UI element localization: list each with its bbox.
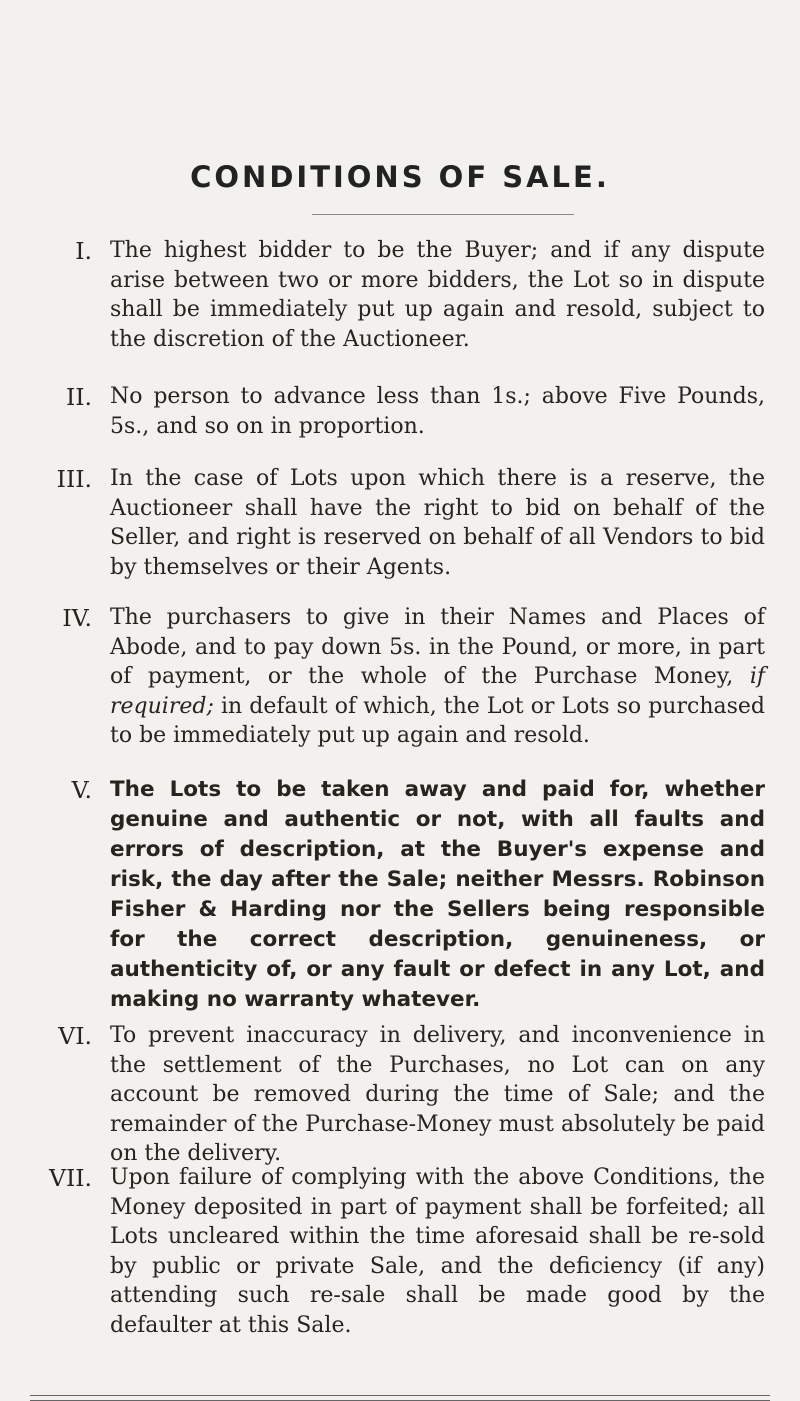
condition-numeral: II. [65, 383, 92, 411]
condition-text: To prevent inaccuracy in delivery, and inconvenience in the settlement of the Purchases, no Lot can on any account be removed during the time of Sale; and the remainder of the Purchase-Money must absolutely be paid on the delivery. [110, 1023, 765, 1166]
page-title: CONDITIONS OF SALE. [190, 160, 610, 194]
condition-numeral: I. [75, 237, 92, 265]
condition-numeral: VII. [48, 1164, 92, 1192]
condition-numeral: IV. [62, 604, 92, 632]
condition-text: The highest bidder to be the Buyer; and if any dispute arise between two or more bidders, the Lot so in dispute shall be immediately put up again and resold, subject to the discretion of the Auctioneer. [110, 238, 765, 352]
condition-text: Upon failure of complying with the above Conditions, the Money deposited in part of payment shall be forfeited; all Lots uncleared within the time aforesaid shall be re-sold by public or private Sale, and the deficiency (if any) attending such re-sale shall be made good by the defaulter at this Sale. [110, 1165, 765, 1338]
condition-text-end: in default of which, the Lot or Lots so purchased to be immediately put up again and resold. [110, 693, 765, 748]
condition-numeral: VI. [58, 1022, 92, 1050]
condition-numeral: III. [56, 465, 92, 493]
condition-text-start: The purchasers to give in their Names and Places of Abode, and to pay down 5s. in the Pound, or more, in part of payment, or the whole of the Purchase Money, [110, 605, 765, 689]
title-underline [312, 214, 574, 215]
condition-text-italic: if required; [110, 664, 765, 719]
condition-text: In the case of Lots upon which there is a reserve, the Auctioneer shall have the right to bid on behalf of the Seller, and right is reserved on behalf of all Vendors to bid by themselves or their Agents. [110, 466, 765, 580]
condition-numeral: V. [71, 776, 92, 804]
condition-text: No person to advance less than 1s.; above Five Pounds, 5s., and so on in proportion. [110, 384, 765, 439]
condition-text: The Lots to be taken away and paid for, whether genuine and authentic or not, with all faults and errors of description, at the Buyer's expense and risk, the day after the Sale; neither Messrs. Robinson Fisher & Harding nor the Sellers being responsible for the correct description, genuineness, or authenticity of, or any fault or defect in any Lot, and making no warranty whatever. [110, 777, 765, 1012]
condition-text [110, 603, 765, 751]
note-divider [30, 1395, 770, 1401]
